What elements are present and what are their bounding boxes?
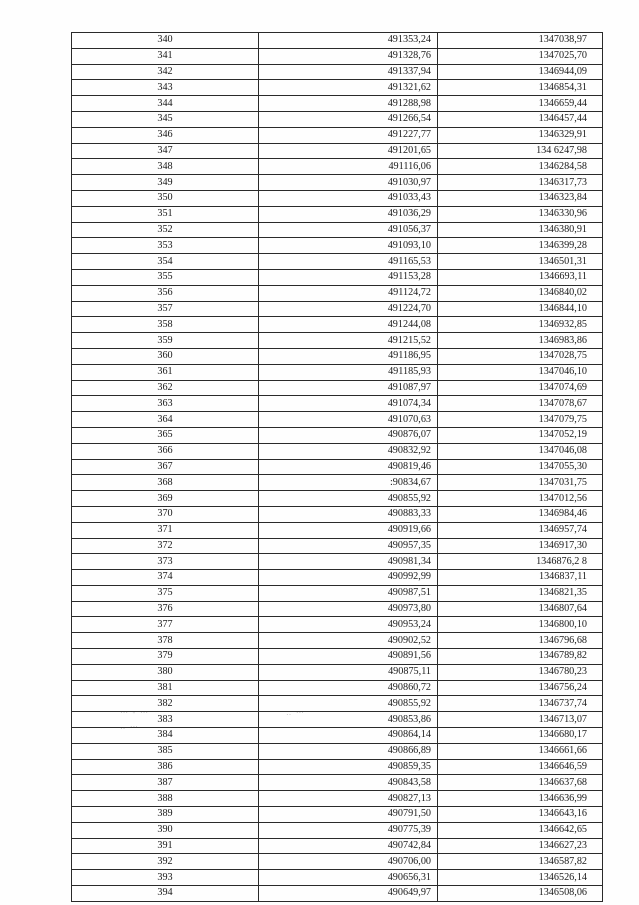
coordinates-table-body: [72, 33, 603, 902]
x-coordinate-cell: 491321,62: [259, 80, 438, 96]
point-number-cell: 353: [72, 238, 259, 254]
x-coordinate-cell: 490791,50: [259, 807, 438, 823]
point-number-cell: 347: [72, 143, 259, 159]
table-row: [72, 554, 603, 570]
point-number-cell: 374: [72, 570, 259, 586]
y-coordinate-cell: 1346876,2 8: [438, 554, 603, 570]
y-coordinate-cell: 1346796,68: [438, 633, 603, 649]
point-number-cell: 341: [72, 48, 259, 64]
point-number-cell: 360: [72, 348, 259, 364]
table-row: [72, 475, 603, 491]
table-row: [72, 206, 603, 222]
x-coordinate-cell: 490859,35: [259, 759, 438, 775]
y-coordinate-cell: 1346642,65: [438, 822, 603, 838]
y-coordinate-cell: 1347078,67: [438, 396, 603, 412]
table-row: [72, 364, 603, 380]
x-coordinate-cell: 490981,34: [259, 554, 438, 570]
point-number-cell: 375: [72, 585, 259, 601]
point-number-cell: 390: [72, 822, 259, 838]
x-coordinate-cell: 491353,24: [259, 33, 438, 49]
y-coordinate-cell: 1346807,64: [438, 601, 603, 617]
table-row: [72, 317, 603, 333]
table-row: [72, 585, 603, 601]
x-coordinate-cell: 491153,28: [259, 269, 438, 285]
table-row: [72, 680, 603, 696]
x-coordinate-cell: 490891,56: [259, 649, 438, 665]
point-number-cell: 376: [72, 601, 259, 617]
table-row: [72, 80, 603, 96]
point-number-cell: 385: [72, 743, 259, 759]
y-coordinate-cell: 1346944,09: [438, 64, 603, 80]
y-coordinate-cell: 1346627,23: [438, 838, 603, 854]
point-number-cell: 365: [72, 427, 259, 443]
point-number-cell: 378: [72, 633, 259, 649]
x-coordinate-cell: 490866,89: [259, 743, 438, 759]
table-row: [72, 728, 603, 744]
x-coordinate-cell: 490706,00: [259, 854, 438, 870]
y-coordinate-cell: 1346329,91: [438, 127, 603, 143]
table-row: [72, 538, 603, 554]
table-row: [72, 111, 603, 127]
point-number-cell: 367: [72, 459, 259, 475]
table-row: [72, 807, 603, 823]
point-number-cell: 387: [72, 775, 259, 791]
x-coordinate-cell: 491337,94: [259, 64, 438, 80]
point-number-cell: 372: [72, 538, 259, 554]
x-coordinate-cell: 490832,92: [259, 443, 438, 459]
table-row: [72, 838, 603, 854]
point-number-cell: 391: [72, 838, 259, 854]
point-number-cell: 343: [72, 80, 259, 96]
x-coordinate-cell: 490742,84: [259, 838, 438, 854]
y-coordinate-cell: 1346501,31: [438, 254, 603, 270]
x-coordinate-cell: 490973,80: [259, 601, 438, 617]
y-coordinate-cell: 1347052,19: [438, 427, 603, 443]
x-coordinate-cell: 491036,29: [259, 206, 438, 222]
table-row: [72, 459, 603, 475]
x-coordinate-cell: 490957,35: [259, 538, 438, 554]
x-coordinate-cell: 491033,43: [259, 190, 438, 206]
y-coordinate-cell: 1346713,07: [438, 712, 603, 728]
table-row: [72, 491, 603, 507]
table-row: [72, 222, 603, 238]
x-coordinate-cell: 491227,77: [259, 127, 438, 143]
point-number-cell: 344: [72, 96, 259, 112]
y-coordinate-cell: 1346399,28: [438, 238, 603, 254]
y-coordinate-cell: 1347046,08: [438, 443, 603, 459]
x-coordinate-cell: 491074,34: [259, 396, 438, 412]
x-coordinate-cell: 491070,63: [259, 412, 438, 428]
table-row: [72, 285, 603, 301]
x-coordinate-cell: 491030,97: [259, 175, 438, 191]
y-coordinate-cell: 1346756,24: [438, 680, 603, 696]
point-number-cell: 392: [72, 854, 259, 870]
table-row: [72, 333, 603, 349]
y-coordinate-cell: 1347074,69: [438, 380, 603, 396]
y-coordinate-cell: 1346526,14: [438, 870, 603, 886]
table-row: [72, 522, 603, 538]
x-coordinate-cell: 491056,37: [259, 222, 438, 238]
y-coordinate-cell: 1346380,91: [438, 222, 603, 238]
table-row: [72, 743, 603, 759]
point-number-cell: 349: [72, 175, 259, 191]
y-coordinate-cell: 1347012,56: [438, 491, 603, 507]
x-coordinate-cell: 490855,92: [259, 696, 438, 712]
y-coordinate-cell: 1346854,31: [438, 80, 603, 96]
point-number-cell: 368: [72, 475, 259, 491]
y-coordinate-cell: 1346284,58: [438, 159, 603, 175]
x-coordinate-cell: 491224,70: [259, 301, 438, 317]
point-number-cell: 355: [72, 269, 259, 285]
table-row: [72, 664, 603, 680]
point-number-cell: 379: [72, 649, 259, 665]
x-coordinate-cell: 490953,24: [259, 617, 438, 633]
point-number-cell: 354: [72, 254, 259, 270]
table-row: [72, 617, 603, 633]
y-coordinate-cell: 1346984,46: [438, 506, 603, 522]
point-number-cell: 389: [72, 807, 259, 823]
table-row: [72, 127, 603, 143]
y-coordinate-cell: 1346780,23: [438, 664, 603, 680]
table-row: [72, 190, 603, 206]
scan-bleed-mark: ‥ ⋯: [120, 722, 139, 731]
y-coordinate-cell: 1347025,70: [438, 48, 603, 64]
y-coordinate-cell: 1346693,11: [438, 269, 603, 285]
x-coordinate-cell: 491215,52: [259, 333, 438, 349]
x-coordinate-cell: 490864,14: [259, 728, 438, 744]
table-row: [72, 712, 603, 728]
point-number-cell: 393: [72, 870, 259, 886]
x-coordinate-cell: 490992,99: [259, 570, 438, 586]
table-row: [72, 854, 603, 870]
y-coordinate-cell: 1346661,66: [438, 743, 603, 759]
y-coordinate-cell: 1346646,59: [438, 759, 603, 775]
table-row: [72, 48, 603, 64]
x-coordinate-cell: 491201,65: [259, 143, 438, 159]
table-row: [72, 886, 603, 902]
y-coordinate-cell: 1346637,68: [438, 775, 603, 791]
point-number-cell: 371: [72, 522, 259, 538]
table-row: [72, 506, 603, 522]
y-coordinate-cell: 1346917,30: [438, 538, 603, 554]
table-row: [72, 254, 603, 270]
y-coordinate-cell: 1346636,99: [438, 791, 603, 807]
y-coordinate-cell: 1346680,17: [438, 728, 603, 744]
point-number-cell: 348: [72, 159, 259, 175]
point-number-cell: 381: [72, 680, 259, 696]
y-coordinate-cell: 1346789,82: [438, 649, 603, 665]
table-row: [72, 96, 603, 112]
table-row: [72, 427, 603, 443]
point-number-cell: 357: [72, 301, 259, 317]
y-coordinate-cell: 1347031,75: [438, 475, 603, 491]
point-number-cell: 346: [72, 127, 259, 143]
table-row: [72, 775, 603, 791]
table-row: [72, 601, 603, 617]
x-coordinate-cell: 490876,07: [259, 427, 438, 443]
y-coordinate-cell: 134 6247,98: [438, 143, 603, 159]
x-coordinate-cell: 490843,58: [259, 775, 438, 791]
x-coordinate-cell: 491244,08: [259, 317, 438, 333]
point-number-cell: 394: [72, 886, 259, 902]
point-number-cell: 383: [72, 712, 259, 728]
y-coordinate-cell: 1346821,35: [438, 585, 603, 601]
coordinates-table: [71, 32, 603, 902]
point-number-cell: 351: [72, 206, 259, 222]
point-number-cell: 358: [72, 317, 259, 333]
point-number-cell: 366: [72, 443, 259, 459]
table-row: [72, 791, 603, 807]
point-number-cell: 369: [72, 491, 259, 507]
point-number-cell: 384: [72, 728, 259, 744]
y-coordinate-cell: 1347079,75: [438, 412, 603, 428]
table-row: [72, 159, 603, 175]
point-number-cell: 388: [72, 791, 259, 807]
x-coordinate-cell: 490902,52: [259, 633, 438, 649]
table-row: [72, 759, 603, 775]
y-coordinate-cell: 1346323,84: [438, 190, 603, 206]
x-coordinate-cell: 490775,39: [259, 822, 438, 838]
x-coordinate-cell: 491116,06: [259, 159, 438, 175]
table-row: [72, 696, 603, 712]
table-row: [72, 238, 603, 254]
point-number-cell: 361: [72, 364, 259, 380]
point-number-cell: 342: [72, 64, 259, 80]
y-coordinate-cell: 1346932,85: [438, 317, 603, 333]
y-coordinate-cell: 1346659,44: [438, 96, 603, 112]
y-coordinate-cell: 1346837,11: [438, 570, 603, 586]
table-row: [72, 633, 603, 649]
table-row: [72, 175, 603, 191]
point-number-cell: 377: [72, 617, 259, 633]
x-coordinate-cell: 491266,54: [259, 111, 438, 127]
y-coordinate-cell: 1346957,74: [438, 522, 603, 538]
x-coordinate-cell: 490875,11: [259, 664, 438, 680]
x-coordinate-cell: :90834,67: [259, 475, 438, 491]
x-coordinate-cell: 490819,46: [259, 459, 438, 475]
x-coordinate-cell: 490656,31: [259, 870, 438, 886]
y-coordinate-cell: 1346508,06: [438, 886, 603, 902]
y-coordinate-cell: 1346643,16: [438, 807, 603, 823]
x-coordinate-cell: 490919,66: [259, 522, 438, 538]
x-coordinate-cell: 491288,98: [259, 96, 438, 112]
x-coordinate-cell: 490860,72: [259, 680, 438, 696]
scan-bleed-mark: ‥ ⋯: [286, 708, 305, 717]
y-coordinate-cell: 1346737,74: [438, 696, 603, 712]
table-row: [72, 64, 603, 80]
y-coordinate-cell: 1346844,10: [438, 301, 603, 317]
table-row: [72, 348, 603, 364]
y-coordinate-cell: 1346330,96: [438, 206, 603, 222]
point-number-cell: 362: [72, 380, 259, 396]
point-number-cell: 356: [72, 285, 259, 301]
table-row: [72, 396, 603, 412]
table-row: [72, 870, 603, 886]
y-coordinate-cell: 1347028,75: [438, 348, 603, 364]
point-number-cell: 363: [72, 396, 259, 412]
point-number-cell: 352: [72, 222, 259, 238]
point-number-cell: 345: [72, 111, 259, 127]
y-coordinate-cell: 1346840,02: [438, 285, 603, 301]
point-number-cell: 350: [72, 190, 259, 206]
x-coordinate-cell: 490649,97: [259, 886, 438, 902]
x-coordinate-cell: 490883,33: [259, 506, 438, 522]
point-number-cell: 340: [72, 33, 259, 49]
y-coordinate-cell: 1346457,44: [438, 111, 603, 127]
point-number-cell: 382: [72, 696, 259, 712]
x-coordinate-cell: 490827,13: [259, 791, 438, 807]
table-row: [72, 301, 603, 317]
table-row: [72, 649, 603, 665]
x-coordinate-cell: 491093,10: [259, 238, 438, 254]
x-coordinate-cell: 491124,72: [259, 285, 438, 301]
x-coordinate-cell: 491165,53: [259, 254, 438, 270]
x-coordinate-cell: 490855,92: [259, 491, 438, 507]
x-coordinate-cell: 491328,76: [259, 48, 438, 64]
y-coordinate-cell: 1347046,10: [438, 364, 603, 380]
table-row: [72, 33, 603, 49]
table-row: [72, 380, 603, 396]
x-coordinate-cell: 490987,51: [259, 585, 438, 601]
y-coordinate-cell: 1346317,73: [438, 175, 603, 191]
point-number-cell: 364: [72, 412, 259, 428]
y-coordinate-cell: 1346983,86: [438, 333, 603, 349]
point-number-cell: 373: [72, 554, 259, 570]
x-coordinate-cell: 491186,95: [259, 348, 438, 364]
table-row: [72, 443, 603, 459]
y-coordinate-cell: 1347055,30: [438, 459, 603, 475]
table-row: [72, 269, 603, 285]
table-row: [72, 822, 603, 838]
x-coordinate-cell: 490853,86: [259, 712, 438, 728]
scan-bleed-mark: ⋯ ‐ ⋯: [120, 708, 149, 717]
table-row: [72, 412, 603, 428]
point-number-cell: 359: [72, 333, 259, 349]
point-number-cell: 386: [72, 759, 259, 775]
table-row: [72, 570, 603, 586]
x-coordinate-cell: 491185,93: [259, 364, 438, 380]
y-coordinate-cell: 1346800,10: [438, 617, 603, 633]
point-number-cell: 370: [72, 506, 259, 522]
y-coordinate-cell: 1347038,97: [438, 33, 603, 49]
table-row: [72, 143, 603, 159]
point-number-cell: 380: [72, 664, 259, 680]
x-coordinate-cell: 491087,97: [259, 380, 438, 396]
y-coordinate-cell: 1346587,82: [438, 854, 603, 870]
